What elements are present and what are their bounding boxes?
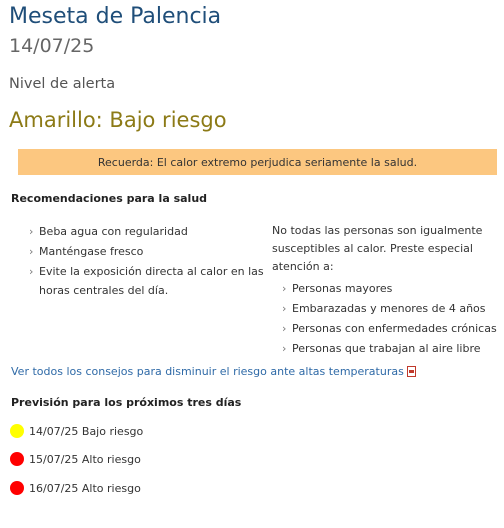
chevron-right-icon: › [29,265,34,278]
recommendation-text: Manténgase fresco [39,245,144,258]
recommendation-text: Evite la exposición directa al calor en las horas centrales del día. [39,265,264,297]
chevron-right-icon: › [282,302,287,315]
pdf-icon [407,366,416,377]
list-item [29,222,269,241]
risk-group-text: Personas con enfermedades crónicas [292,322,497,335]
advice-link[interactable] [11,364,416,378]
risk-group-text: Embarazadas y menores de 4 años [292,302,486,315]
risk-dot-icon [10,452,24,466]
recommendations-heading: Recomendaciones para la salud [11,192,208,205]
forecast-day-text: 16/07/25 Alto riesgo [29,481,141,495]
list-item [29,242,269,261]
reminder-banner [18,149,497,175]
chevron-right-icon: › [29,245,34,258]
alert-level-label: Nivel de alerta [9,76,116,92]
alert-date: 14/07/25 [9,35,95,57]
risk-dot-icon [10,481,24,495]
risk-groups-list [282,279,502,359]
forecast-day-text: 15/07/25 Alto riesgo [29,452,141,466]
alert-level-value: Amarillo: Bajo riesgo [9,108,227,132]
susceptibility-note: No todas las personas son igualmente susceptibles al calor. Preste especial atención a: [272,224,483,273]
list-item [282,279,502,298]
chevron-right-icon: › [29,225,34,238]
recommendation-text: Beba agua con regularidad [39,225,188,238]
list-item [282,339,502,358]
chevron-right-icon: › [282,342,287,355]
location-title: Meseta de Palencia [9,4,222,29]
forecast-day-text: 14/07/25 Bajo riesgo [29,424,144,438]
forecast-heading: Previsión para los próximos tres días [11,396,242,409]
advice-link-text: Ver todos los consejos para disminuir el riesgo ante altas temperaturas [11,365,404,378]
risk-group-text: Personas mayores [292,282,393,295]
reminder-banner-text: Recuerda: El calor extremo perjudica seriamente la salud. [97,155,418,169]
chevron-right-icon: › [282,282,287,295]
forecast-row [10,480,141,496]
recommendations-list [29,222,269,301]
forecast-row [10,423,143,439]
forecast-row [10,451,141,467]
list-item [282,319,502,338]
risk-dot-icon [10,424,24,438]
list-item [282,299,502,318]
risk-group-text: Personas que trabajan al aire libre [292,342,481,355]
list-item [29,262,269,300]
chevron-right-icon: › [282,322,287,335]
